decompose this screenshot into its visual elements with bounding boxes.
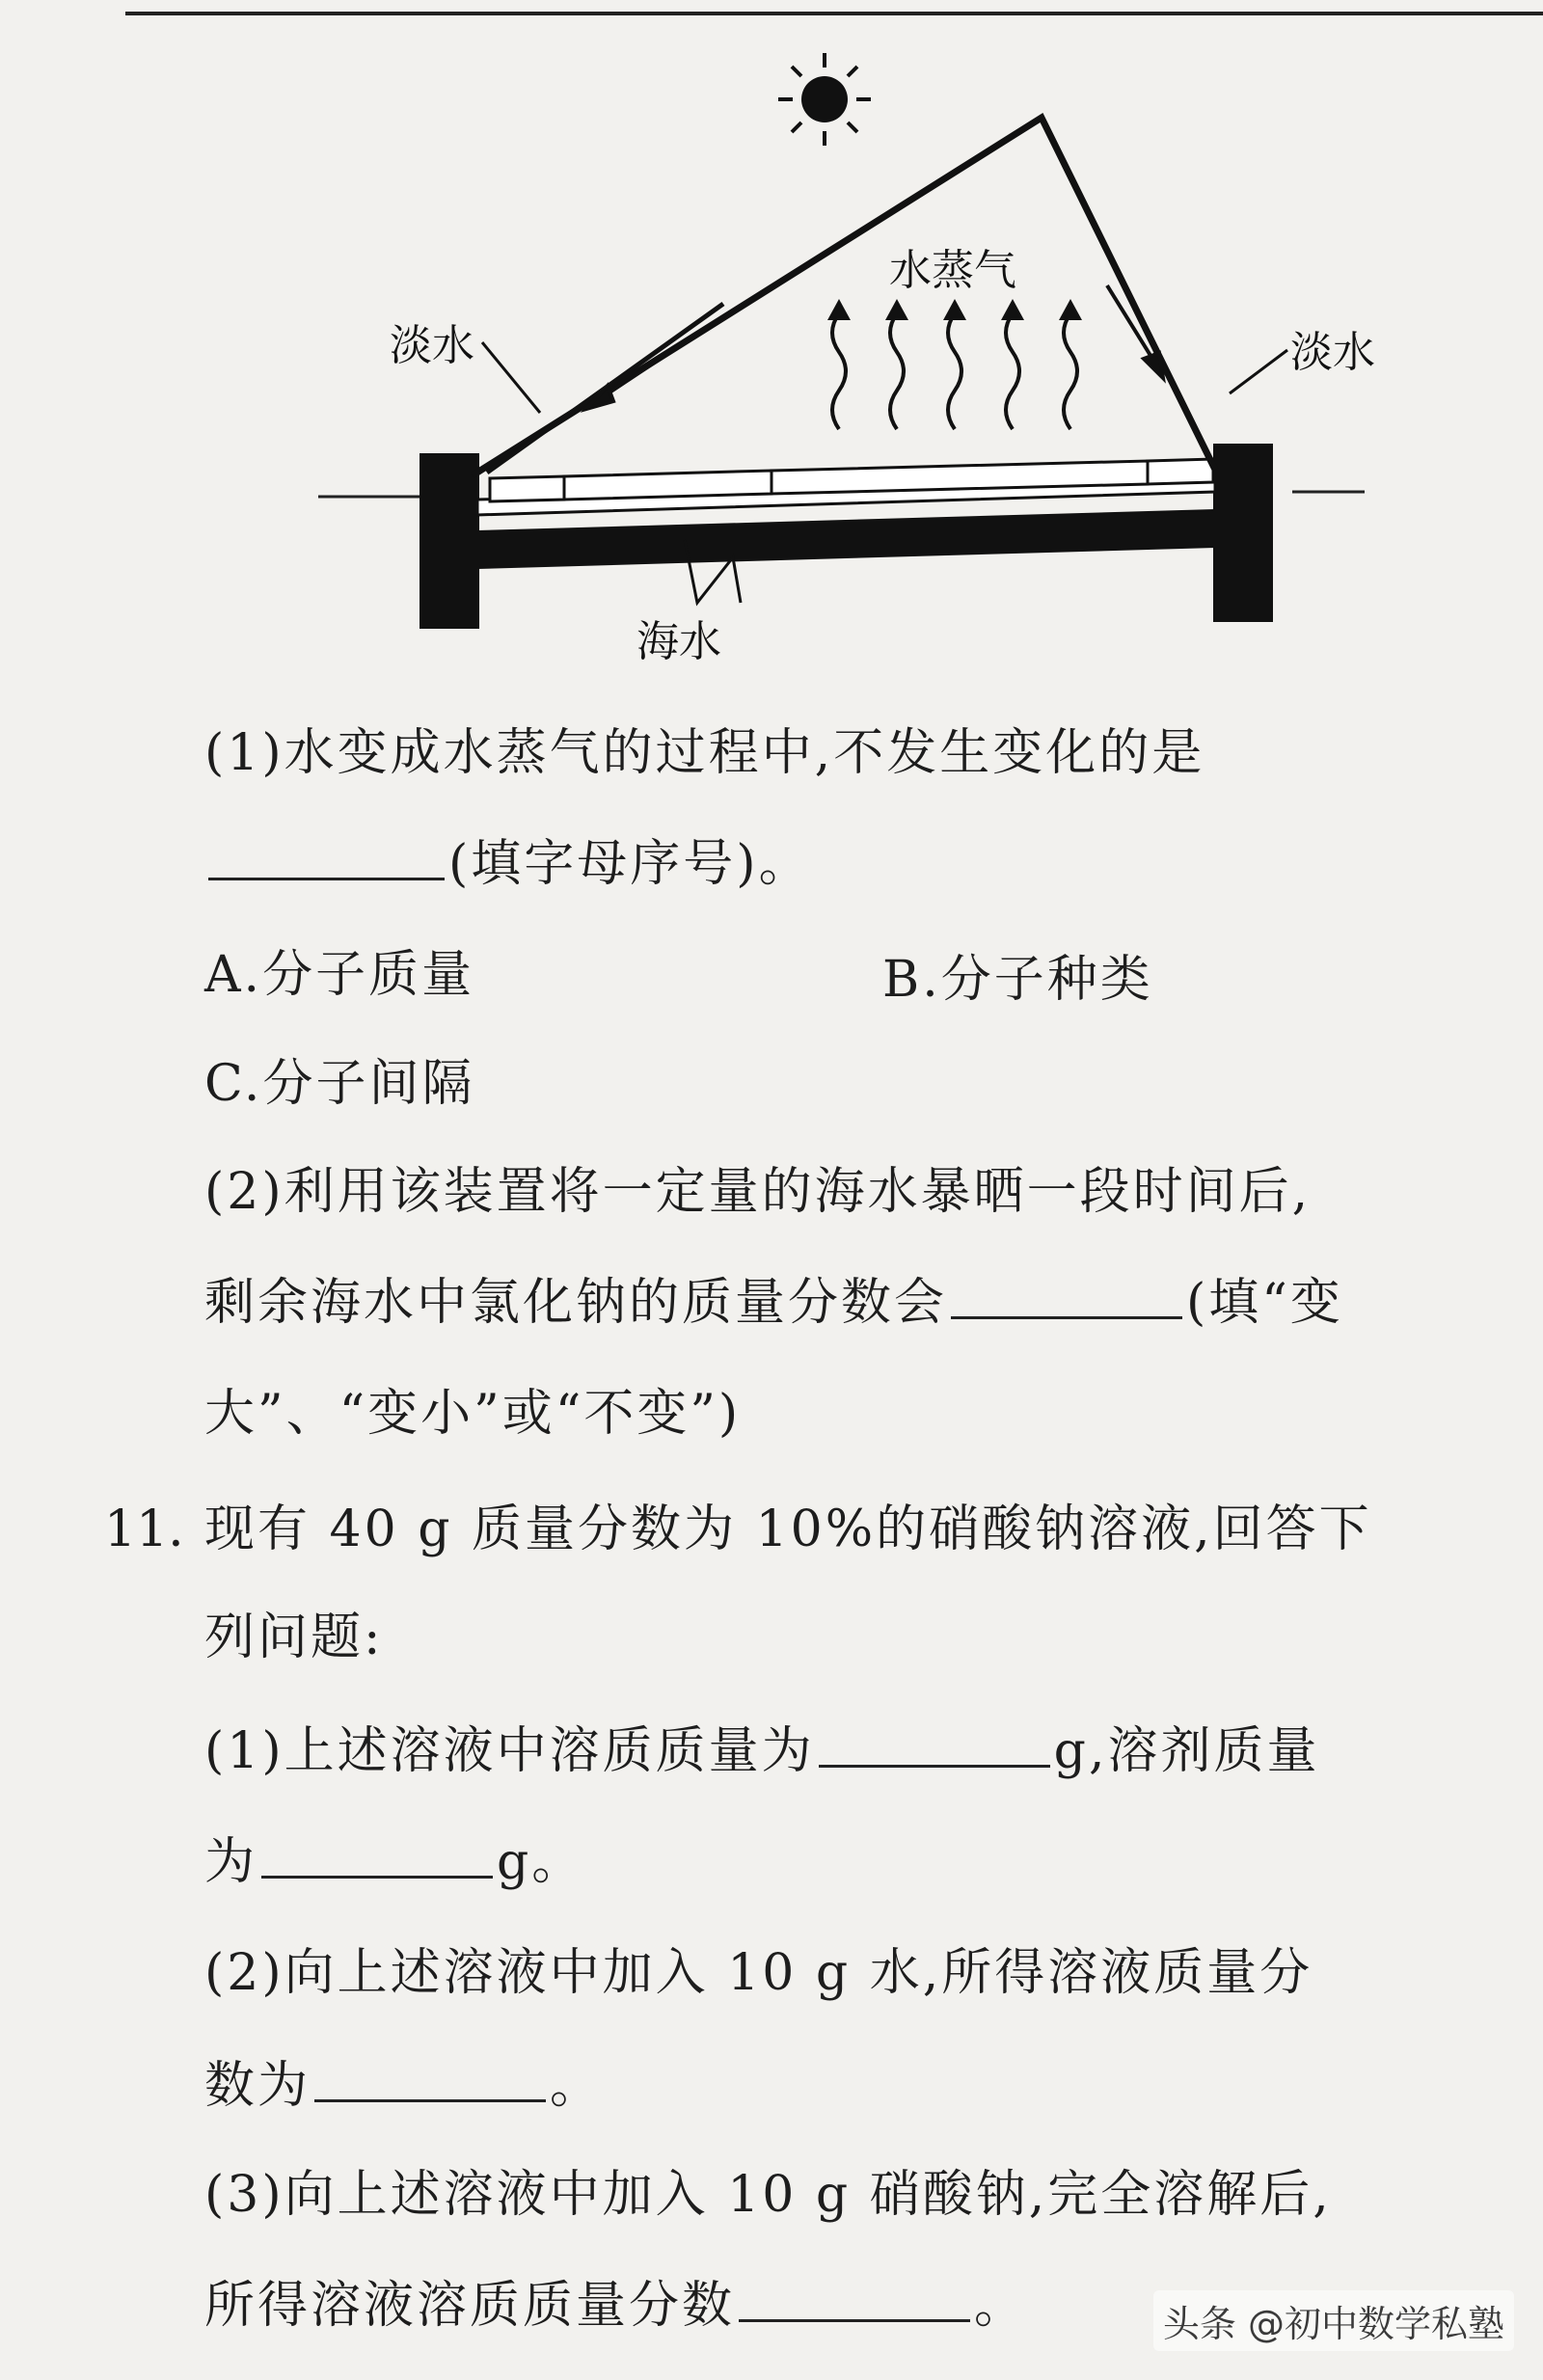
q11-part1-line2-suffix: g。 <box>497 1833 585 1891</box>
solar-still-diagram <box>318 48 1408 685</box>
q10-part1-line2 <box>204 835 812 893</box>
q10-part2-line2 <box>204 1274 1343 1332</box>
q11-part3-line2-suffix: 。 <box>974 2277 1028 2335</box>
sun-icon <box>778 53 871 146</box>
q10-option-a: A.分子质量 <box>204 946 475 1004</box>
q10-part2-line3: 大”、“变小”或“不变”) <box>204 1385 742 1443</box>
vapor-arrows <box>832 313 1077 429</box>
watermark: 头条 @初中数学私塾 <box>1153 2290 1514 2351</box>
q11-part3-line1: (3)向上述溶液中加入 10 g 硝酸钠,完全溶解后, <box>204 2166 1332 2224</box>
answer-blank-q10-1[interactable] <box>208 877 445 880</box>
answer-blank-q11-2[interactable] <box>314 2098 546 2102</box>
q11-stem-line1: 现有 40 g 质量分数为 10%的硝酸钠溶液,回答下 <box>204 1501 1372 1558</box>
answer-blank-q11-1a[interactable] <box>819 1764 1050 1768</box>
vapor-arrowheads <box>827 299 1082 320</box>
q11-part3-line2 <box>204 2277 1028 2335</box>
q11-part1-line1-text: (1)上述溶液中溶质质量为 <box>204 1722 815 1780</box>
q11-part3-line2-text: 所得溶液溶质质量分数 <box>204 2277 736 2335</box>
label-fresh-water-right: 淡水 <box>1290 328 1375 377</box>
q10-option-c: C.分子间隔 <box>204 1055 475 1113</box>
top-rule <box>125 12 1543 15</box>
label-fresh-water-left: 淡水 <box>390 321 474 370</box>
q11-part2-line2-suffix: 。 <box>550 2057 604 2115</box>
leader-fresh-left <box>482 342 540 413</box>
left-wall <box>420 453 479 629</box>
leader-fresh-right <box>1230 350 1287 393</box>
q11-part1-line2 <box>204 1833 585 1891</box>
glass-cover <box>473 118 1215 475</box>
label-seawater: 海水 <box>636 617 721 666</box>
q11-stem-line2: 列问题: <box>204 1609 384 1666</box>
q10-part2-line2-text: 剩余海水中氯化钠的质量分数会 <box>204 1274 948 1332</box>
q10-part1-line1: (1)水变成水蒸气的过程中,不发生变化的是 <box>204 724 1205 782</box>
q10-part2-line1: (2)利用该装置将一定量的海水暴晒一段时间后, <box>204 1163 1312 1221</box>
q11-part1-line1-suffix: g,溶剂质量 <box>1053 1722 1320 1780</box>
base-slab <box>477 509 1215 569</box>
answer-blank-q10-2[interactable] <box>951 1315 1182 1319</box>
right-wall <box>1213 444 1273 622</box>
q11-part2-line2 <box>204 2057 604 2115</box>
answer-blank-q11-1b[interactable] <box>261 1875 493 1879</box>
answer-blank-q11-3[interactable] <box>739 2318 970 2322</box>
q11-part2-line2-text: 数为 <box>204 2057 311 2115</box>
q10-option-b: B.分子种类 <box>882 951 1153 1009</box>
q11-number: 11. <box>104 1501 184 1558</box>
label-water-vapor: 水蒸气 <box>889 246 1016 295</box>
q10-part1-line2-text: (填字母序号)。 <box>448 835 812 893</box>
q10-part2-line2-suffix: (填“变 <box>1186 1274 1343 1332</box>
q11-part1-line1 <box>204 1722 1320 1780</box>
q11-part2-line1: (2)向上述溶液中加入 10 g 水,所得溶液质量分 <box>204 1944 1313 2002</box>
q11-part1-line2-text: 为 <box>204 1833 258 1891</box>
